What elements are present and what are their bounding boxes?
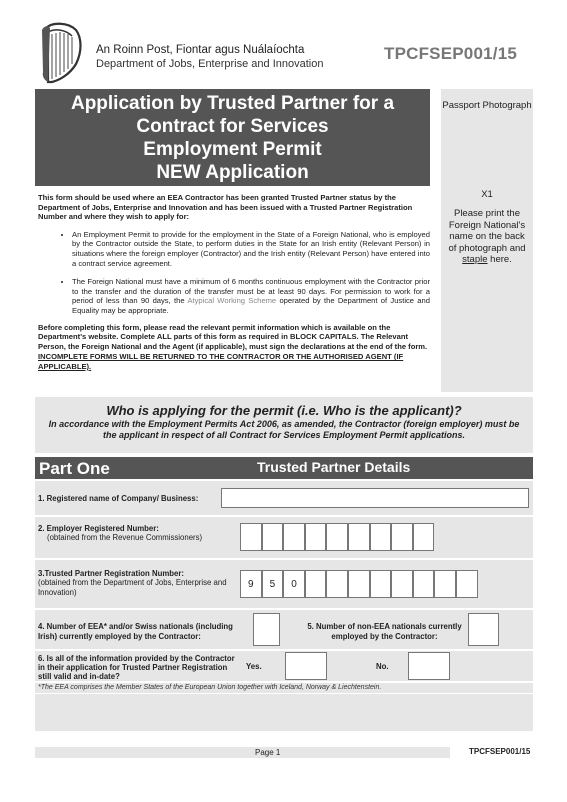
employer-number-cell[interactable]	[348, 523, 370, 551]
employer-number-cell[interactable]	[283, 523, 305, 551]
eea-footnote: *The EEA comprises the Member States of the European Union together with Iceland, Norway & Liechtenstein.	[35, 683, 533, 693]
staple-text: staple	[462, 254, 488, 265]
registration-number-cell[interactable]	[326, 570, 348, 598]
footer-bar	[35, 747, 450, 758]
registration-number-cell[interactable]	[434, 570, 456, 598]
intro-bullet: • An Employment Permit to provide for the employment in the State of a Foreign National, who is employed by the Contractor outside the State, to perform duties in the State for an Irish entity (Relevant Person) in situations where the foreign employer (Contractor) and the Irish entity (Relevant Person) have entered into a contract service agreement.	[72, 230, 430, 268]
employer-number-field	[240, 523, 434, 551]
employer-number-cell[interactable]	[413, 523, 435, 551]
incomplete-forms-warning: INCOMPLETE FORMS WILL BE RETURNED TO THE CONTRACTOR OR THE AUTHORISED AGENT (IF APPLICABLE).	[38, 352, 404, 371]
passport-photo-area[interactable]	[441, 89, 533, 392]
photo-instruction	[441, 208, 533, 266]
employer-number-cell[interactable]	[391, 523, 413, 551]
employer-number-cell[interactable]	[240, 523, 262, 551]
non-eea-count-field[interactable]	[468, 613, 499, 646]
question-6-label: 6. Is all of the information provided by the Contractor in their application for Trusted Partner Registration still valid and in-date?	[38, 654, 235, 681]
photo-label: Passport Photograph	[442, 100, 532, 111]
title-line-3: Employment Permit	[143, 139, 322, 160]
harp-icon	[38, 22, 84, 84]
registration-number-cell[interactable]	[391, 570, 413, 598]
question-1-label: 1. Registered name of Company/ Business:	[38, 494, 199, 503]
blank-section	[35, 694, 533, 731]
question-2-sublabel: (obtained from the Revenue Commissioners)	[47, 533, 203, 542]
employer-number-cell[interactable]	[305, 523, 327, 551]
page-number: Page 1	[255, 748, 281, 757]
org-name-irish: An Roinn Post, Fiontar agus Nuálaíochta	[96, 44, 305, 56]
question-5-label: 5. Number of non-EEA nationals currently employed by the Contractor:	[307, 622, 462, 641]
question-3-row	[35, 560, 533, 608]
form-title-banner	[35, 89, 430, 186]
bullet-text: The Foreign National must have a minimum of 6 months continuous employment with the Contractor prior to the transfer and the duration of the transfer must be at least 90 days. For permission to work for a period of less than 90 days, the	[72, 277, 430, 306]
company-name-field[interactable]	[221, 488, 529, 508]
intro-bullet	[72, 277, 430, 315]
bullet-text-end: operated by the Department of Justice and Equality may be appropriate.	[72, 296, 430, 315]
instructions-paragraph: Before completing this form, please read the relevant permit information which is available on the Department's website. Complete ALL parts of this form as required in BLOCK CAPITALS. The Relevant Person, the Foreign National and the Agent (if applicable), must sign the declarations at the end of the form.	[38, 322, 428, 351]
intro-section	[38, 193, 430, 372]
question-3-sublabel: (obtained from the Department of Jobs, Enterprise and Innovation)	[38, 578, 227, 597]
part-title: Trusted Partner Details	[257, 459, 411, 475]
question-2-label: 2. Employer Registered Number:	[38, 524, 159, 533]
part-one-header	[35, 457, 533, 479]
no-label: No.	[376, 662, 389, 671]
photo-count: X1	[481, 189, 493, 200]
question-4-label: 4. Number of EEA* and/or Swiss nationals (including Irish) currently employed by the Contractor:	[38, 622, 233, 641]
applicant-question-heading: Who is applying for the permit (i.e. Who is the applicant)?	[106, 403, 462, 418]
title-line-2: Contract for Services	[136, 116, 329, 137]
intro-paragraph: This form should be used where an EEA Contractor has been granted Trusted Partner status by the Department of Jobs, Enterprise and Innovation and has been issued with a Trusted Partner Registration Number and where they wish to apply for:	[38, 193, 413, 222]
registration-number-cell[interactable]: 0	[283, 570, 305, 598]
part-label: Part One	[39, 459, 110, 478]
registration-number-cell[interactable]	[370, 570, 392, 598]
title-line-4: NEW Application	[156, 162, 309, 183]
trusted-partner-number-field	[240, 570, 478, 598]
photo-instruction-end: here.	[490, 254, 512, 265]
employer-number-cell[interactable]	[326, 523, 348, 551]
atypical-working-scheme-link[interactable]: Atypical Working Scheme	[187, 296, 277, 306]
employer-number-cell[interactable]	[370, 523, 392, 551]
intro-list	[38, 230, 430, 316]
registration-number-cell[interactable]	[413, 570, 435, 598]
registration-number-cell[interactable]: 9	[240, 570, 262, 598]
registration-number-cell[interactable]	[456, 570, 478, 598]
question-6-row	[35, 651, 533, 681]
question-2-row	[35, 517, 533, 558]
applicant-explanation: In accordance with the Employment Permits Act 2006, as amended, the Contractor (foreign employer) must be the applicant in respect of all Contract for Services Employment Permit applications.	[48, 419, 520, 440]
no-checkbox[interactable]	[408, 652, 450, 680]
yes-checkbox[interactable]	[285, 652, 327, 680]
registration-number-cell[interactable]	[348, 570, 370, 598]
title-line-1: Application by Trusted Partner for a	[70, 93, 395, 114]
yes-label: Yes.	[246, 662, 262, 671]
employer-number-cell[interactable]	[262, 523, 284, 551]
applicant-info-section	[35, 397, 533, 453]
footer-form-code: TPCFSEP001/15	[469, 747, 531, 756]
registration-number-cell[interactable]	[305, 570, 327, 598]
photo-instruction-text: Please print the Foreign National's name on the back of photograph and	[448, 208, 526, 254]
form-code: TPCFSEP001/15	[384, 44, 517, 63]
org-name-english: Department of Jobs, Enterprise and Innovation	[96, 58, 324, 70]
registration-number-cell[interactable]: 5	[262, 570, 284, 598]
eea-count-field[interactable]	[253, 613, 280, 646]
question-3-label: 3.Trusted Partner Registration Number:	[38, 569, 185, 578]
question-4-5-row	[35, 610, 533, 649]
question-1-row	[35, 481, 533, 515]
